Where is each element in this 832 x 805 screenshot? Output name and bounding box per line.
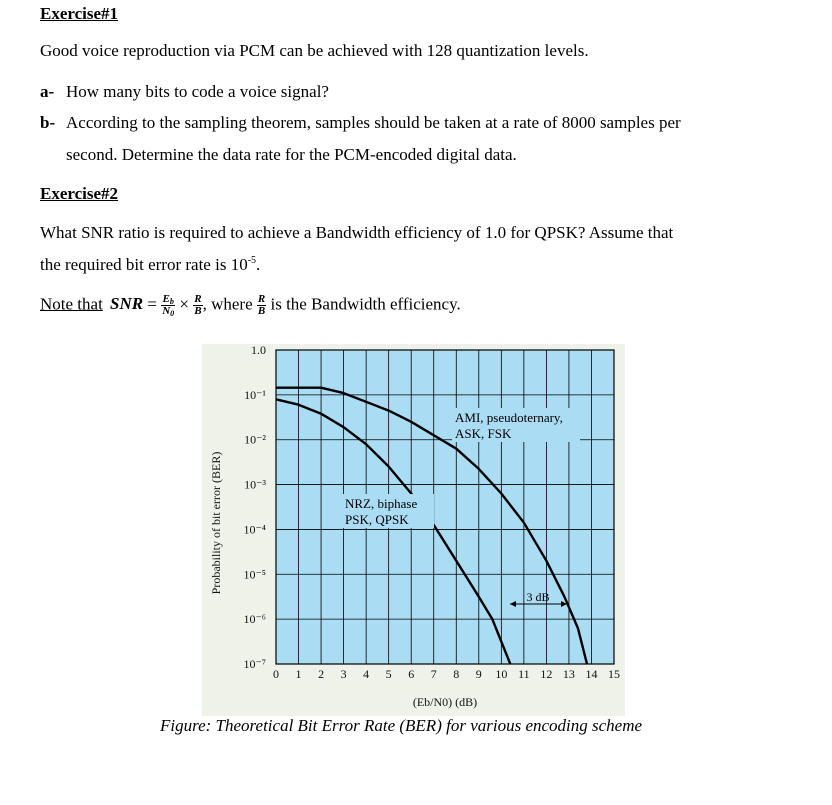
x-tick-label: 12 bbox=[540, 667, 553, 681]
ber-exponent: -5 bbox=[247, 255, 257, 266]
question-b-text-line2: second. Determine the data rate for the PCM-encoded digital data. bbox=[66, 145, 517, 164]
y-tick-label: 10⁻⁴ bbox=[243, 522, 266, 537]
x-tick-label: 10 bbox=[495, 667, 508, 681]
x-tick-label: 4 bbox=[363, 667, 370, 681]
exercise1-intro: Good voice reproduction via PCM can be achieved with 128 quantization levels. bbox=[40, 41, 589, 60]
x-tick-label: 0 bbox=[273, 667, 279, 681]
question-b-text-line1: According to the sampling theorem, samples should be taken at a rate of 8000 samples per bbox=[66, 113, 681, 132]
y-tick-label: 10⁻¹ bbox=[244, 387, 266, 402]
n0-symbol: N bbox=[162, 305, 171, 317]
r-symbol: R bbox=[194, 293, 202, 305]
question-a-label: a- bbox=[40, 82, 55, 101]
b-symbol-2: B bbox=[257, 305, 266, 317]
y-tick-label: 10⁻⁶ bbox=[243, 612, 266, 627]
exercise2-title: Exercise#2 bbox=[40, 184, 119, 203]
3db-label: 3 dB bbox=[526, 590, 550, 604]
times-sign: × bbox=[179, 294, 190, 314]
ami-label-line2: ASK, FSK bbox=[455, 426, 512, 441]
x-tick-label: 9 bbox=[475, 667, 482, 681]
y-tick-label: 10⁻³ bbox=[244, 477, 266, 492]
x-axis-label: (Eb/N0) (dB) bbox=[412, 695, 478, 709]
exercise2-line1: What SNR ratio is required to achieve a Bandwidth efficiency of 1.0 for QPSK? Assume that bbox=[40, 223, 674, 242]
question-a-text: How many bits to code a voice signal? bbox=[66, 82, 329, 101]
eb-symbol: E bbox=[162, 293, 170, 305]
exercise2-line2-end: . bbox=[256, 255, 261, 274]
x-tick-label: 1 bbox=[295, 667, 302, 681]
x-tick-label: 13 bbox=[562, 667, 575, 681]
x-tick-label: 11 bbox=[518, 667, 530, 681]
x-tick-label: 14 bbox=[585, 667, 598, 681]
plot-area bbox=[276, 350, 614, 664]
x-tick-label: 8 bbox=[453, 667, 460, 681]
exercise2-line2-text: the required bit error rate is 10 bbox=[40, 255, 248, 274]
n0-subscript: 0 bbox=[170, 309, 175, 318]
eb-subscript: b bbox=[169, 297, 174, 306]
y-tick-label: 10⁻⁵ bbox=[243, 567, 266, 582]
x-tick-label: 7 bbox=[430, 667, 437, 681]
where-text: , where bbox=[202, 294, 253, 314]
question-b-label: b- bbox=[40, 113, 56, 132]
note-label: Note that bbox=[40, 294, 103, 314]
x-tick-label: 3 bbox=[340, 667, 347, 681]
x-tick-label: 15 bbox=[608, 667, 620, 681]
y-tick-label: 1.0 bbox=[251, 343, 266, 357]
y-tick-label: 10⁻² bbox=[244, 432, 266, 447]
bandwidth-efficiency-text: is the Bandwidth efficiency. bbox=[270, 294, 461, 314]
r-symbol-2: R bbox=[257, 293, 266, 305]
nrz-label-line1: NRZ, biphase bbox=[345, 496, 418, 511]
snr-symbol: SNR bbox=[110, 294, 144, 314]
x-tick-label: 5 bbox=[385, 667, 392, 681]
y-tick-label: 10⁻⁷ bbox=[243, 657, 266, 671]
b-symbol: B bbox=[194, 305, 202, 317]
nrz-label-line2: PSK, QPSK bbox=[345, 512, 409, 527]
x-tick-label: 6 bbox=[408, 667, 415, 681]
y-axis-label: Probability of bit error (BER) bbox=[209, 451, 223, 595]
figure-caption: Figure: Theoretical Bit Error Rate (BER) for various encoding scheme bbox=[160, 716, 643, 735]
equals-sign: = bbox=[147, 294, 157, 314]
x-tick-label: 2 bbox=[318, 667, 325, 681]
exercise1-title: Exercise#1 bbox=[40, 4, 119, 23]
ami-label-line1: AMI, pseudoternary, bbox=[455, 410, 563, 425]
